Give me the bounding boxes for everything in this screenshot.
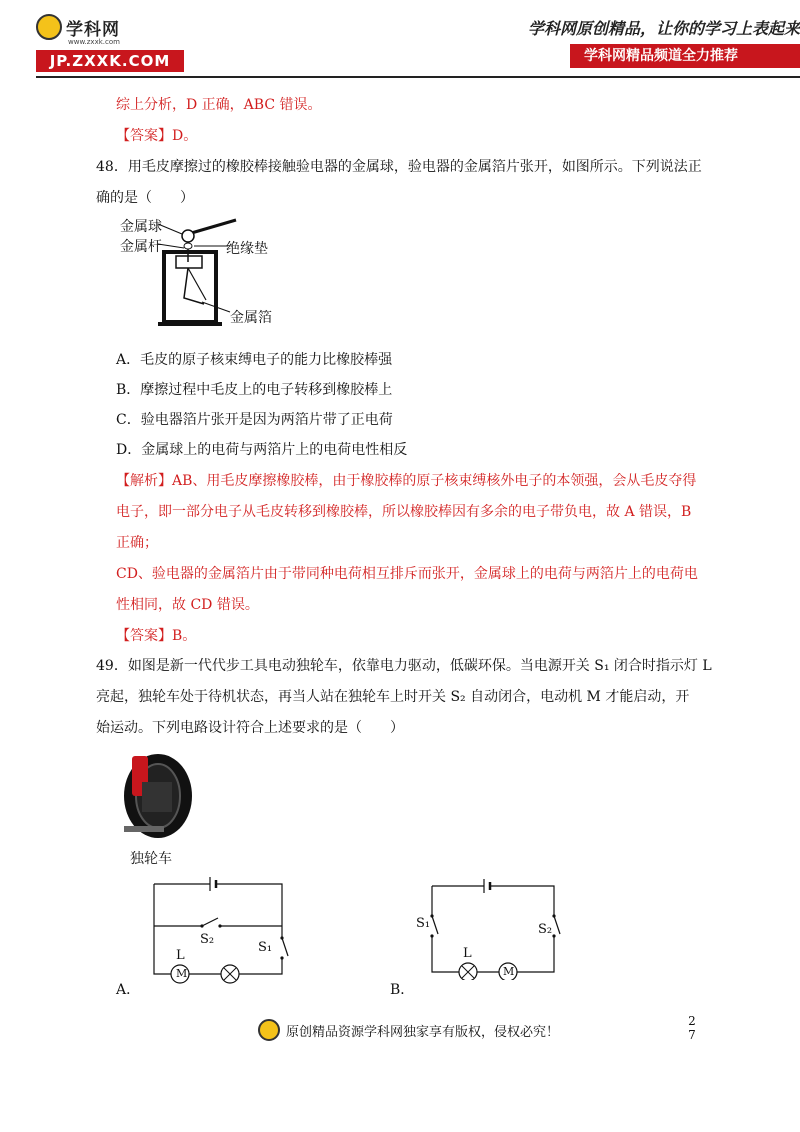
circuit-b-motor-label: M — [503, 965, 515, 978]
q48-option-a[interactable]: A．毛皮的原子核束缚电子的能力比橡胶棒强 — [116, 352, 393, 368]
q48-option-d[interactable]: D．金属球上的电荷与两箔片上的电荷电性相反 — [116, 442, 408, 458]
q49-stem-line2: 亮起，独轮车处于待机状态，再当人站在独轮车上时开关 S₂ 自动闭合，电动机 M 才能启动，开 — [96, 689, 690, 705]
mascot-icon — [258, 1019, 280, 1041]
q48-answer: 【答案】B。 — [116, 628, 197, 644]
footer-copyright: 原创精品资源学科网独家享有版权，侵权必究！ — [286, 1024, 560, 1040]
footer — [258, 1019, 559, 1041]
q48-analysis-line3: 正确； — [116, 535, 158, 551]
insulating-pad — [184, 243, 192, 249]
mascot-icon — [36, 14, 62, 40]
q48-stem-line1: 48．用毛皮摩擦过的橡胶棒接触验电器的金属球，验电器的金属箔片张开，如图所示。下列说法正 — [96, 159, 702, 175]
logo-name: 学科网 — [66, 19, 120, 40]
circuit-b-option-label[interactable]: B． — [390, 982, 415, 998]
q48-stem-line2: 确的是（ ） — [96, 190, 194, 206]
circuit-a-s1-label: S₁ — [258, 940, 273, 955]
switch-s1 — [282, 938, 288, 956]
circuit-a-option-label[interactable]: A． — [116, 982, 141, 998]
circuit-b-s1-label: S₁ — [416, 916, 431, 931]
prev-answer: 【答案】D。 — [116, 128, 198, 144]
switch-s2 — [202, 918, 218, 926]
label-metal-foil: 金属箔 — [230, 310, 272, 326]
unicycle-label: 独轮车 — [130, 851, 172, 867]
label-insulating-pad: 绝缘垫 — [226, 241, 268, 257]
q49-stem-line3: 始运动。下列电路设计符合上述要求的是（ ） — [96, 720, 404, 736]
glass-jar — [164, 252, 216, 322]
label-metal-ball: 金属球 — [120, 219, 162, 235]
site-logo[interactable] — [36, 14, 186, 74]
label-metal-stem: 金属杆 — [120, 239, 162, 255]
q49-stem-line1: 49．如图是新一代代步工具电动独轮车，依靠电力驱动，低碳环保。当电源开关 S₁ 闭合时指示灯 L — [96, 658, 712, 674]
circuit-a-lamp-label: L — [176, 948, 185, 963]
circuit-a-motor-label: M — [176, 967, 188, 980]
q48-analysis-line2: 电子，即一部分电子从毛皮转移到橡胶棒，所以橡胶棒因有多余的电子带负电，故 A 错误，B — [116, 504, 692, 520]
metal-foil — [184, 268, 204, 304]
metal-ball — [182, 230, 194, 242]
prev-analysis: 综上分析，D 正确，ABC 错误。 — [116, 97, 322, 113]
q48-option-c[interactable]: C．验电器箔片张开是因为两箔片带了正电荷 — [116, 412, 393, 428]
circuit-b-s2-label: S₂ — [538, 922, 553, 937]
circuit-b-lamp-label: L — [463, 946, 472, 961]
q48-option-b[interactable]: B．摩擦过程中毛皮上的电子转移到橡胶棒上 — [116, 382, 393, 398]
header-slogan: 学科网原创精品，让你的学习上表起来 — [527, 19, 800, 38]
header-divider — [36, 76, 800, 78]
q48-analysis-line4: CD、验电器的金属箔片由于带同种电荷相互排斥而张开，金属球上的电荷与两箔片上的电荷电 — [116, 566, 698, 582]
q48-analysis-line5: 性相同，故 CD 错误。 — [116, 597, 259, 613]
circuit-a-diagram — [150, 874, 300, 984]
circuit-a-s2-label: S₂ — [200, 932, 215, 947]
page-number — [686, 1014, 698, 1042]
logo-domain: JP.ZXXK.COM — [36, 50, 184, 72]
switch-s1 — [432, 916, 438, 934]
rubber-rod — [188, 220, 236, 234]
logo-url: www.zxxk.com — [68, 38, 120, 46]
q48-analysis-line1: 【解析】AB、用毛皮摩擦橡胶棒，由于橡胶棒的原子核束缚核外电子的本领强，会从毛皮夺得 — [116, 473, 697, 489]
header-channel-banner: 学科网精品频道全力推荐 — [570, 44, 800, 68]
page-number-top: 2 — [688, 1014, 696, 1028]
page-number-bottom: 7 — [688, 1028, 696, 1042]
switch-s2 — [554, 916, 560, 934]
unicycle-image — [116, 752, 196, 852]
